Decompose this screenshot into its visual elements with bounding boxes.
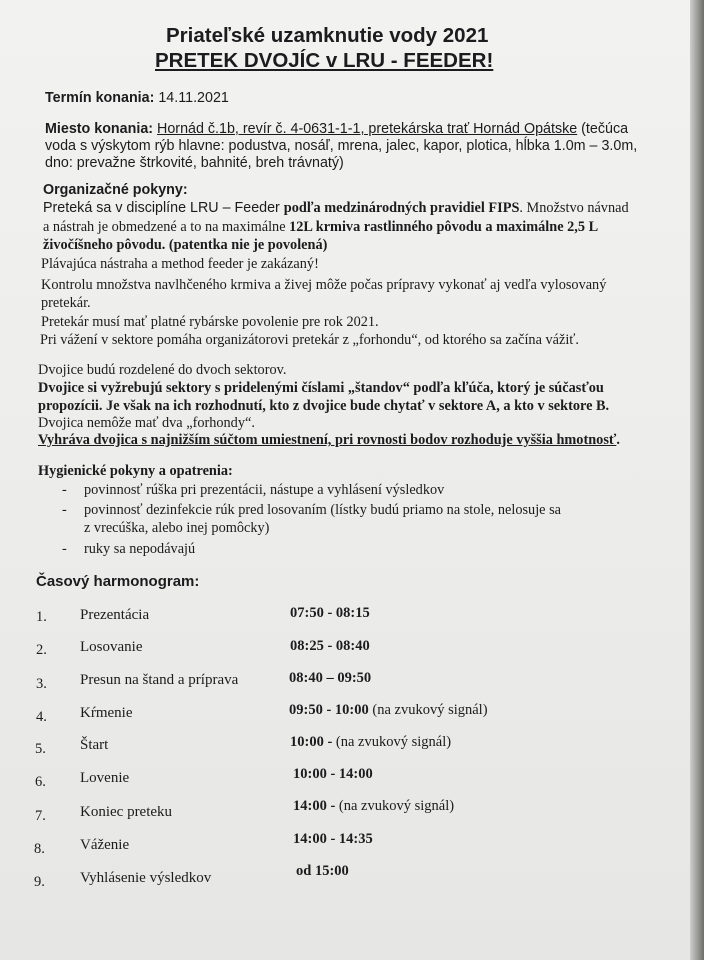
schedule-row-number: 7. xyxy=(35,808,46,824)
dvojice-winner-end: . xyxy=(616,432,620,448)
schedule-row-time xyxy=(290,638,370,655)
schedule-row-time xyxy=(289,702,488,719)
schedule-row-label: Štart xyxy=(80,737,109,753)
org-l2a: a nástrah je obmedzené a to na maximálne xyxy=(43,219,290,235)
schedule-row-label: Lovenie xyxy=(80,770,130,786)
schedule-row-time xyxy=(289,670,371,687)
document-subtitle: PRETEK DVOJÍC v LRU - FEEDER! xyxy=(155,49,494,72)
org-l1a: Preteká sa v disciplíne LRU – Feeder xyxy=(43,200,284,216)
schedule-row-time-value: 08:40 – 09:50 xyxy=(289,670,372,686)
termin-value: 14.11.2021 xyxy=(158,90,229,106)
schedule-row-time xyxy=(293,798,454,815)
hygiena-item-3: ruky sa nepodávajú xyxy=(84,541,196,557)
miesto-place: Hornád č.1b, revír č. 4-0631-1-1, pretekárska trať Hornád Opátske xyxy=(157,121,578,137)
dvojice-line-1: Dvojice budú rozdelené do dvoch sektorov. xyxy=(38,362,287,378)
hygiena-bullet-1: - xyxy=(62,482,67,498)
schedule-row-label: Koniec preteku xyxy=(80,804,173,820)
schedule-row-time-value: 14:00 - xyxy=(293,798,336,814)
hygiena-item-2: povinnosť dezinfekcie rúk pred losovaním (lístky budú priamo na stole, nelosuje sa xyxy=(84,502,562,518)
hygiena-bullet-2: - xyxy=(62,502,67,518)
schedule-heading: Časový harmonogram: xyxy=(36,573,200,590)
hygiena-item-1: povinnosť rúška pri prezentácii, nástupe a vyhlásení výsledkov xyxy=(84,482,445,498)
schedule-row-time-value: od 15:00 xyxy=(296,863,349,879)
schedule-row-time-value: 10:00 - 14:00 xyxy=(293,766,373,782)
schedule-row-number: 4. xyxy=(36,709,47,725)
org-line-2 xyxy=(43,218,598,236)
schedule-row-time-value: 09:50 - 10:00 xyxy=(289,702,369,718)
schedule-row-number: 5. xyxy=(35,741,46,757)
schedule-row-label: Losovanie xyxy=(80,639,143,655)
schedule-row-time-value: 14:00 - 14:35 xyxy=(293,831,373,847)
miesto-label: Miesto konania: xyxy=(45,121,154,137)
schedule-row-number: 3. xyxy=(36,676,47,692)
schedule-row-time xyxy=(293,831,373,848)
schedule-row-label: Kŕmenie xyxy=(80,705,133,721)
schedule-row-label: Presun na štand a príprava xyxy=(80,672,239,688)
schedule-row-label: Prezentácia xyxy=(80,607,150,623)
schedule-row-number: 6. xyxy=(35,774,46,790)
schedule-row-label: Váženie xyxy=(80,837,130,853)
miesto-line1-tail: (tečúca xyxy=(577,121,629,137)
dvojice-line-5 xyxy=(38,431,620,449)
org-l1c: . Množstvo návnad xyxy=(519,200,629,216)
schedule-row-time xyxy=(290,734,451,751)
paper-edge-shadow xyxy=(690,0,704,960)
schedule-row-note: (na zvukový signál) xyxy=(368,702,488,718)
schedule-row-time xyxy=(293,766,373,783)
schedule-row-label: Vyhlásenie výsledkov xyxy=(80,870,212,886)
document-title: Priateľské uzamknutie vody 2021 xyxy=(166,24,489,47)
miesto-line-3: dno: prevažne štrkovité, bahnité, breh trávnatý) xyxy=(45,155,344,171)
org-l1b: podľa medzinárodných pravidiel FIPS xyxy=(283,200,520,216)
hygiena-heading: Hygienické pokyny a opatrenia: xyxy=(38,463,233,479)
dvojice-winner-rule: Vyhráva dvojica s najnižším súčtom umiestnení, pri rovnosti bodov rozhoduje vyššia hmotnosť xyxy=(38,432,617,448)
org-line-4: Plávajúca nástraha a method feeder je zakázaný! xyxy=(41,256,319,272)
org-line-3: živočíšneho pôvodu. (patentka nie je povolená) xyxy=(43,237,328,253)
schedule-row-number: 8. xyxy=(34,841,45,857)
org-line-1 xyxy=(43,199,629,217)
schedule-row-time-value: 07:50 - 08:15 xyxy=(290,605,370,621)
schedule-row-note: (na zvukový signál) xyxy=(335,798,455,814)
termin-line xyxy=(45,89,229,107)
schedule-row-note: (na zvukový signál) xyxy=(332,734,452,750)
schedule-row-number: 9. xyxy=(34,874,45,890)
miesto-line-1 xyxy=(45,120,628,138)
hygiena-item-2-cont: z vrecúška, alebo inej pomôcky) xyxy=(84,520,270,536)
schedule-row-number: 1. xyxy=(36,609,47,625)
schedule-row-number: 2. xyxy=(36,642,47,658)
schedule-row-time xyxy=(290,605,370,622)
termin-label: Termín konania: xyxy=(45,90,155,106)
miesto-line-2: voda s výskytom rýb hlavne: podustva, nosáľ, mrena, jalec, kapor, plotica, hĺbka 1.0m – 3.0m, xyxy=(45,138,638,154)
org-line-5: Kontrolu množstva navlhčeného krmiva a živej môže počas prípravy vykonať aj vedľa vylosovaný xyxy=(41,277,607,293)
dvojice-line-4: Dvojica nemôže mať dva „forhondy“. xyxy=(38,415,255,431)
org-l2b: 12L krmiva rastlinného pôvodu a maximálne 2,5 L xyxy=(289,219,599,235)
org-line-7: Pretekár musí mať platné rybárske povolenie pre rok 2021. xyxy=(41,314,379,330)
schedule-row-time-value: 08:25 - 08:40 xyxy=(290,638,370,654)
org-heading: Organizačné pokyny: xyxy=(43,182,188,198)
org-line-8: Pri vážení v sektore pomáha organizátorovi pretekár z „forhondu“, od ktorého sa začína vážiť. xyxy=(40,332,579,348)
schedule-row-time xyxy=(296,863,349,880)
hygiena-bullet-3: - xyxy=(62,541,67,557)
dvojice-line-3: propozícii. Je však na ich rozhodnutí, kto z dvojice bude chytať v sektore A, a kto v sektore B. xyxy=(38,398,610,414)
dvojice-line-2: Dvojice si vyžrebujú sektory s pridelenými číslami „štandov“ podľa kľúča, ktorý je súčasťou xyxy=(38,380,604,396)
org-line-6: pretekár. xyxy=(41,295,91,311)
schedule-row-time-value: 10:00 - xyxy=(290,734,333,750)
